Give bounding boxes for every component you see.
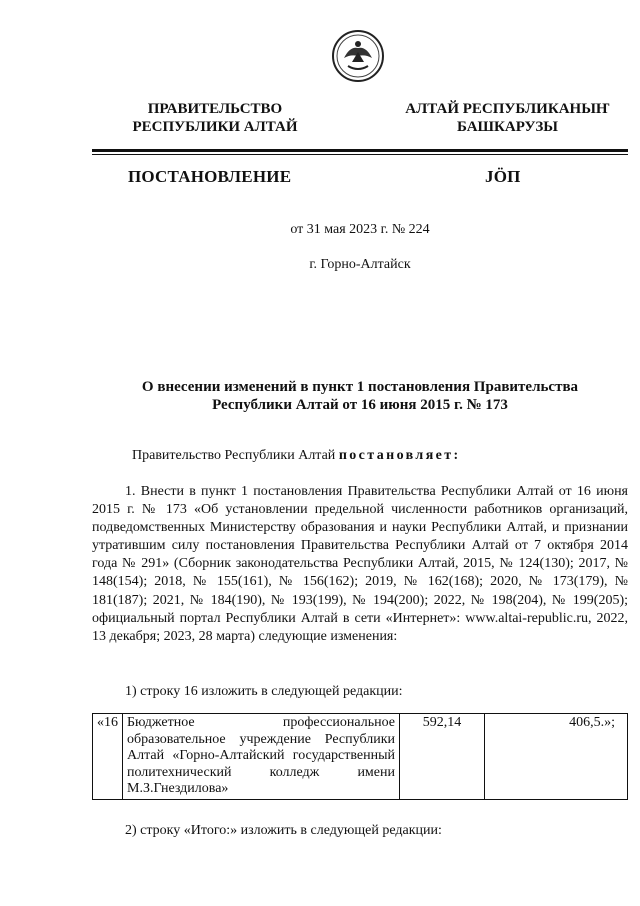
value1-cell: 592,14 [400, 714, 485, 800]
item-2: 2) строку «Итого:» изложить в следующей редакции: [125, 823, 442, 838]
header-divider-thin [92, 154, 628, 155]
item-1: 1) строку 16 изложить в следующей редакции: [125, 684, 403, 699]
table-row [93, 714, 628, 800]
decree-verb: постановляет: [338, 448, 461, 463]
header-right-line2: БАШКАРУЗЫ [457, 119, 558, 135]
header-left-line1: ПРАВИТЕЛЬСТВО [147, 101, 283, 117]
title-line1: О внесении изменений в пункт 1 постановления Правительства [141, 379, 579, 395]
title-line2: Республики Алтай от 16 июня 2015 г. № 173 [212, 397, 508, 413]
header-right [395, 100, 620, 136]
paragraph-1: 1. Внести в пункт 1 постановления Правительства Республики Алтай от 16 июня 2015 г. № 173 «Об установлении предельной численности работников организаций, подведомственных Министерству образования и науки Республики Алтай, и признании утратившим силу постановления Правительства Республики Алтай от 7 октября 2014 года № 291» (Сборник законодательства Республики Алтай, 2015, № 124(130); 2017, № 148(154); 2018, № 155(161), № 156(162); 2019, № 162(168); 2020, № 173(179), № 181(187); 2021, № 184(190), № 193(199), № 194(200); 2022, № 198(204), № 199(205); официальный портал Республики Алтай в сети «Интернет»: www.altai-republic.ru, 2022, 13 декабря; 2023, 28 марта) следующие изменения: [92, 484, 628, 644]
header-right-line1: АЛТАЙ РЕСПУБЛИКАНЫҤ [405, 101, 610, 117]
doc-type-ru: ПОСТАНОВЛЕНИЕ [128, 167, 292, 186]
amendment-table [92, 713, 628, 800]
document-title [92, 378, 628, 414]
header-left [120, 100, 310, 136]
decree-line [132, 448, 461, 464]
organization-name-cell: Бюджетное профессиональное образовательное учреждение Республики Алтай «Горно-Алтайский государственный политехнический колледж имени М.З.Гнездилова» [123, 714, 400, 800]
row-number-cell: «16 [93, 714, 123, 800]
decree-prefix: Правительство Республики Алтай [132, 448, 339, 463]
header-left-line2: РЕСПУБЛИКИ АЛТАЙ [132, 119, 298, 135]
city-line: г. Горно-Алтайск [309, 257, 411, 272]
doc-type-alt: JӦП [485, 167, 521, 186]
header-divider-thick [92, 149, 628, 152]
value2-cell: 406,5.»; [485, 714, 628, 800]
date-line: от 31 мая 2023 г. № 224 [290, 222, 430, 237]
republic-altai-emblem-icon [330, 28, 386, 84]
